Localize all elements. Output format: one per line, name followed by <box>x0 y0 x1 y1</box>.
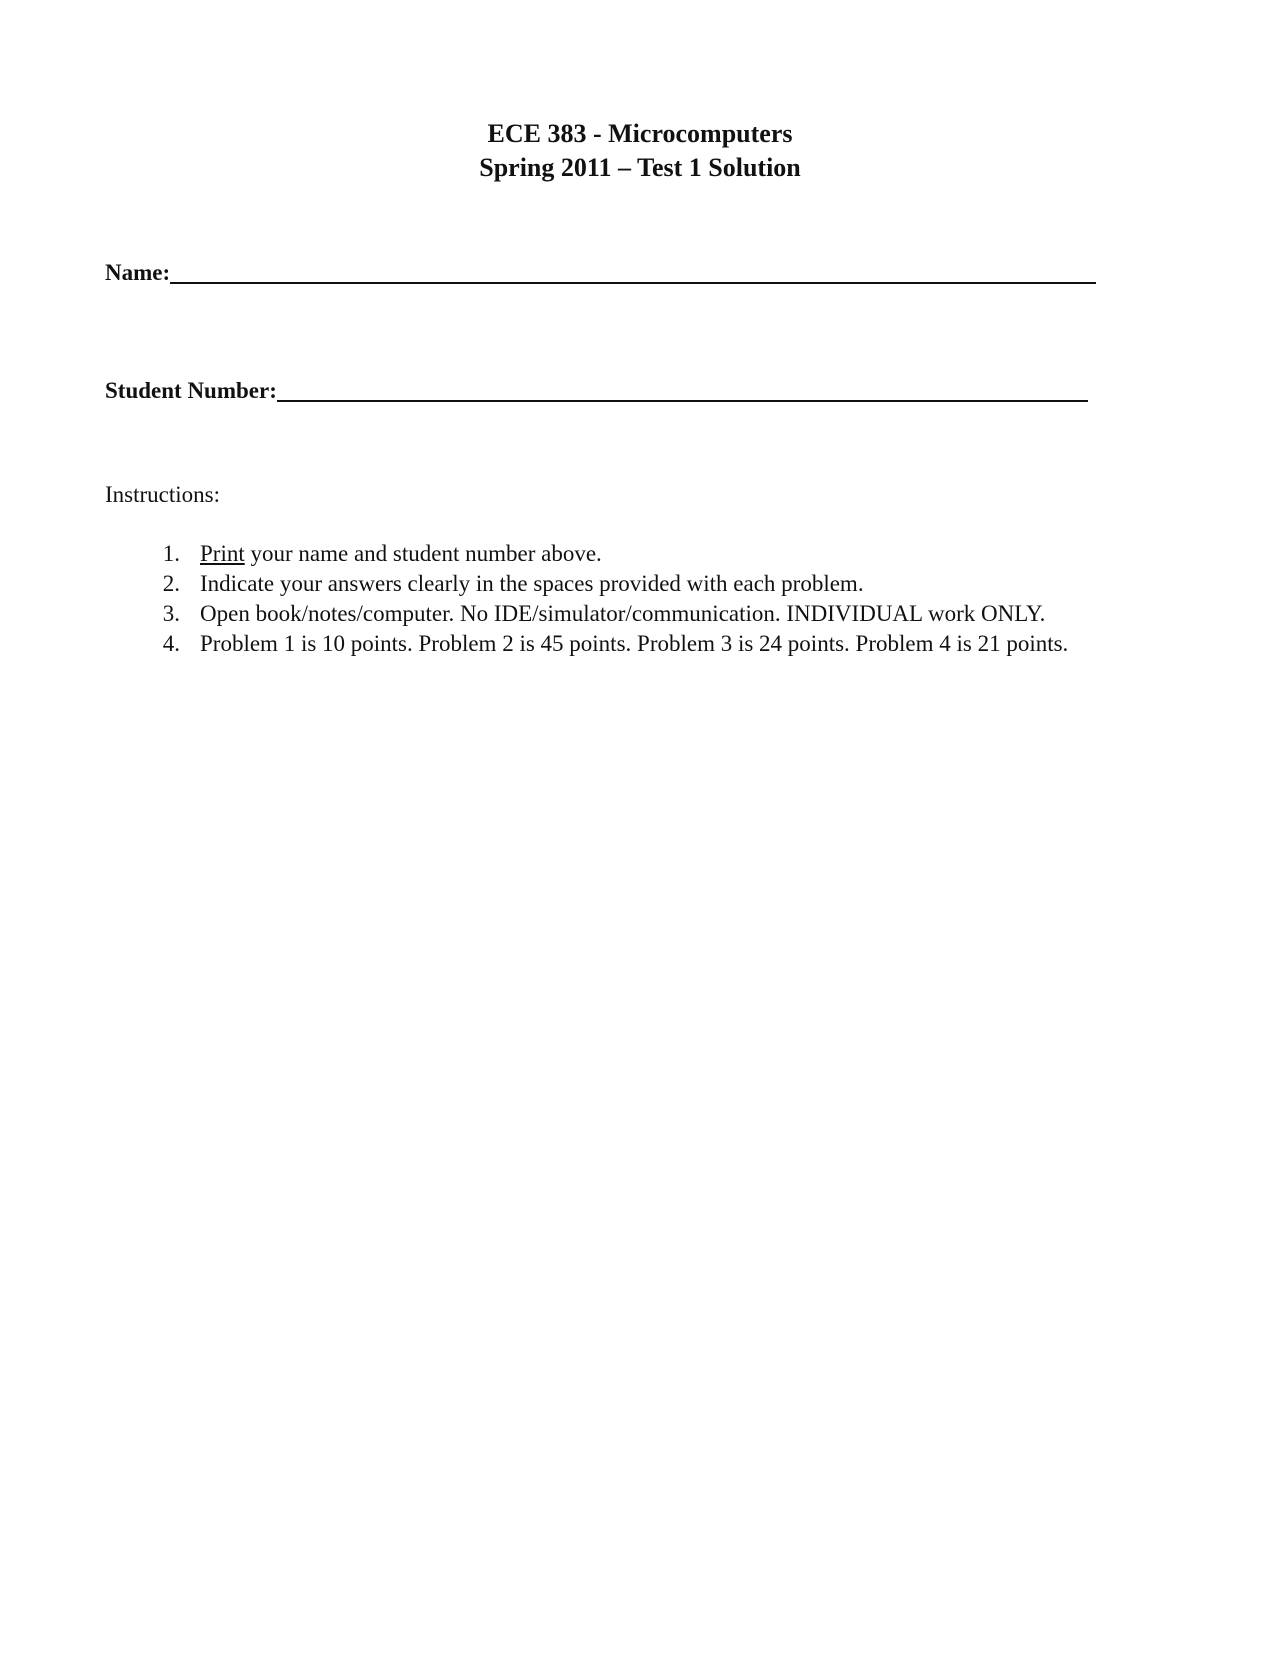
instruction-item <box>105 599 1068 629</box>
name-label: Name: <box>105 260 171 285</box>
student-number-field-row <box>105 376 1088 406</box>
instructions-list <box>105 539 1068 659</box>
course-title: ECE 383 - Microcomputers <box>487 119 793 148</box>
instruction-emphasis: Print <box>200 541 245 566</box>
student-number-label: Student Number: <box>105 378 277 403</box>
instruction-text <box>180 539 602 569</box>
instructions-heading: Instructions: <box>105 482 220 507</box>
instruction-item <box>105 539 1068 569</box>
instruction-text: Problem 1 is 10 points. Problem 2 is 45 points. Problem 3 is 24 points. Problem 4 is 21 points. <box>200 631 1069 656</box>
instruction-number: 3. <box>162 601 180 626</box>
instruction-text: Open book/notes/computer. No IDE/simulator/communication. INDIVIDUAL work ONLY. <box>200 601 1046 626</box>
exam-header <box>0 117 1280 185</box>
instruction-item <box>105 569 1068 599</box>
instruction-number: 1. <box>162 541 180 566</box>
test-title: Spring 2011 – Test 1 Solution <box>479 153 801 182</box>
instruction-text-rest: your name and student number above. <box>244 541 602 566</box>
instruction-text: Indicate your answers clearly in the spaces provided with each problem. <box>200 571 864 596</box>
student-number-blank-line <box>277 378 1088 402</box>
instruction-number: 4. <box>162 631 180 656</box>
instruction-number: 2. <box>162 571 180 596</box>
name-blank-line <box>170 260 1096 284</box>
instruction-item <box>105 629 1068 659</box>
name-field-row <box>105 258 1096 288</box>
